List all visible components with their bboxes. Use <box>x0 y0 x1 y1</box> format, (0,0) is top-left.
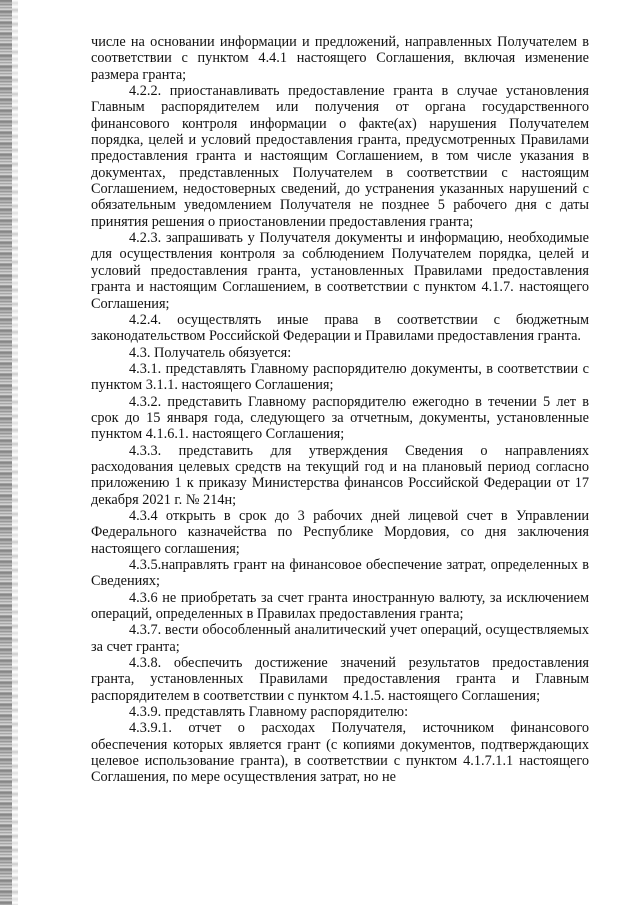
paragraph-4-3-3: 4.3.3. представить для утверждения Сведения о направлениях расходования целевых средств на текущий год и на плановый период согласно приложению 1 к приказу Министерства финансов Российской Федерации от 17 декабря 2021 г. № 214н; <box>91 442 589 508</box>
paragraph-4-3-5: 4.3.5.направлять грант на финансовое обеспечение затрат, определенных в Сведениях; <box>91 557 589 590</box>
paragraph-4-3-7: 4.3.7. вести обособленный аналитический учет операций, осуществляемых за счет гранта; <box>91 622 589 655</box>
paragraph-4-3-4: 4.3.4 открыть в срок до 3 рабочих дней лицевой счет в Управлении Федерального казначейства по Республике Мордовия, со дня заключения настоящего соглашения; <box>91 507 589 557</box>
paragraph-4-3-9: 4.3.9. представлять Главному распорядителю: <box>129 704 409 721</box>
paragraph-4-2-4: 4.2.4. осуществлять иные права в соответствии с бюджетным законодательством Российской Федерации и Правилами предоставления гранта. <box>91 311 589 345</box>
document-page <box>91 34 589 786</box>
paragraph-continuation: числе на основании информации и предложений, направленных Получателем в соответствии с пунктом 4.4.1 настоящего Соглашения, включая изменение размера гранта; <box>91 34 589 83</box>
scan-edge-noise <box>12 0 18 905</box>
paragraph-4-3-1: 4.3.1. представлять Главному распорядителю документы, в соответствии с пунктом 3.1.1. настоящего Соглашения; <box>91 360 589 394</box>
paragraph-4-3-9-1: 4.3.9.1. отчет о расходах Получателя, источником финансового обеспечения которых является грант (с копиями документов, подтверждающих целевое использование гранта), в соответствии с пунктом 4.1.7.1.1 настоящего Соглашения, по мере осуществления затрат, но не <box>91 720 589 786</box>
scan-edge-shadow <box>0 0 12 905</box>
paragraph-4-3-2: 4.3.2. представить Главному распорядителю ежегодно в течении 5 лет в срок до 15 января года, следующего за отчетным, документы, установленные пунктом 4.1.6.1. настоящего Соглашения; <box>91 393 589 443</box>
paragraph-4-3-6: 4.3.6 не приобретать за счет гранта иностранную валюту, за исключением операций, определенных в Правилах предоставления гранта; <box>91 589 589 623</box>
paragraph-4-2-2: 4.2.2. приостанавливать предоставление гранта в случае установления Главным распорядителем или получения от органа государственного финансового контроля информации о факте(ах) нарушения Получателем порядка, целей и условий предоставления гранта, предусмотренных Правилами предоставления гранта и настоящим Соглашением, в том числе указания в документах, представленных Получателем в соответствии с настоящим Соглашением, недостоверных сведений, до устранения указанных нарушений с обязательным уведомлением Получателя не позднее 5 рабочего дня с даты принятия решения о приостановлении предоставления гранта; <box>91 83 589 230</box>
paragraph-4-2-3: 4.2.3. запрашивать у Получателя документы и информацию, необходимые для осуществления контроля за соблюдением Получателем порядка, целей и условий предоставления гранта, установленных Правилами предоставления гранта и настоящим Соглашением, в соответствии с пунктом 4.1.7. настоящего Соглашения; <box>91 230 589 312</box>
paragraph-4-3: 4.3. Получатель обязуется: <box>129 344 292 361</box>
paragraph-4-3-8: 4.3.8. обеспечить достижение значений результатов предоставления гранта, установленных Правилами предоставления гранта и Главным распорядителем в соответствии с пунктом 4.1.5. настоящего Соглашения; <box>91 655 589 704</box>
